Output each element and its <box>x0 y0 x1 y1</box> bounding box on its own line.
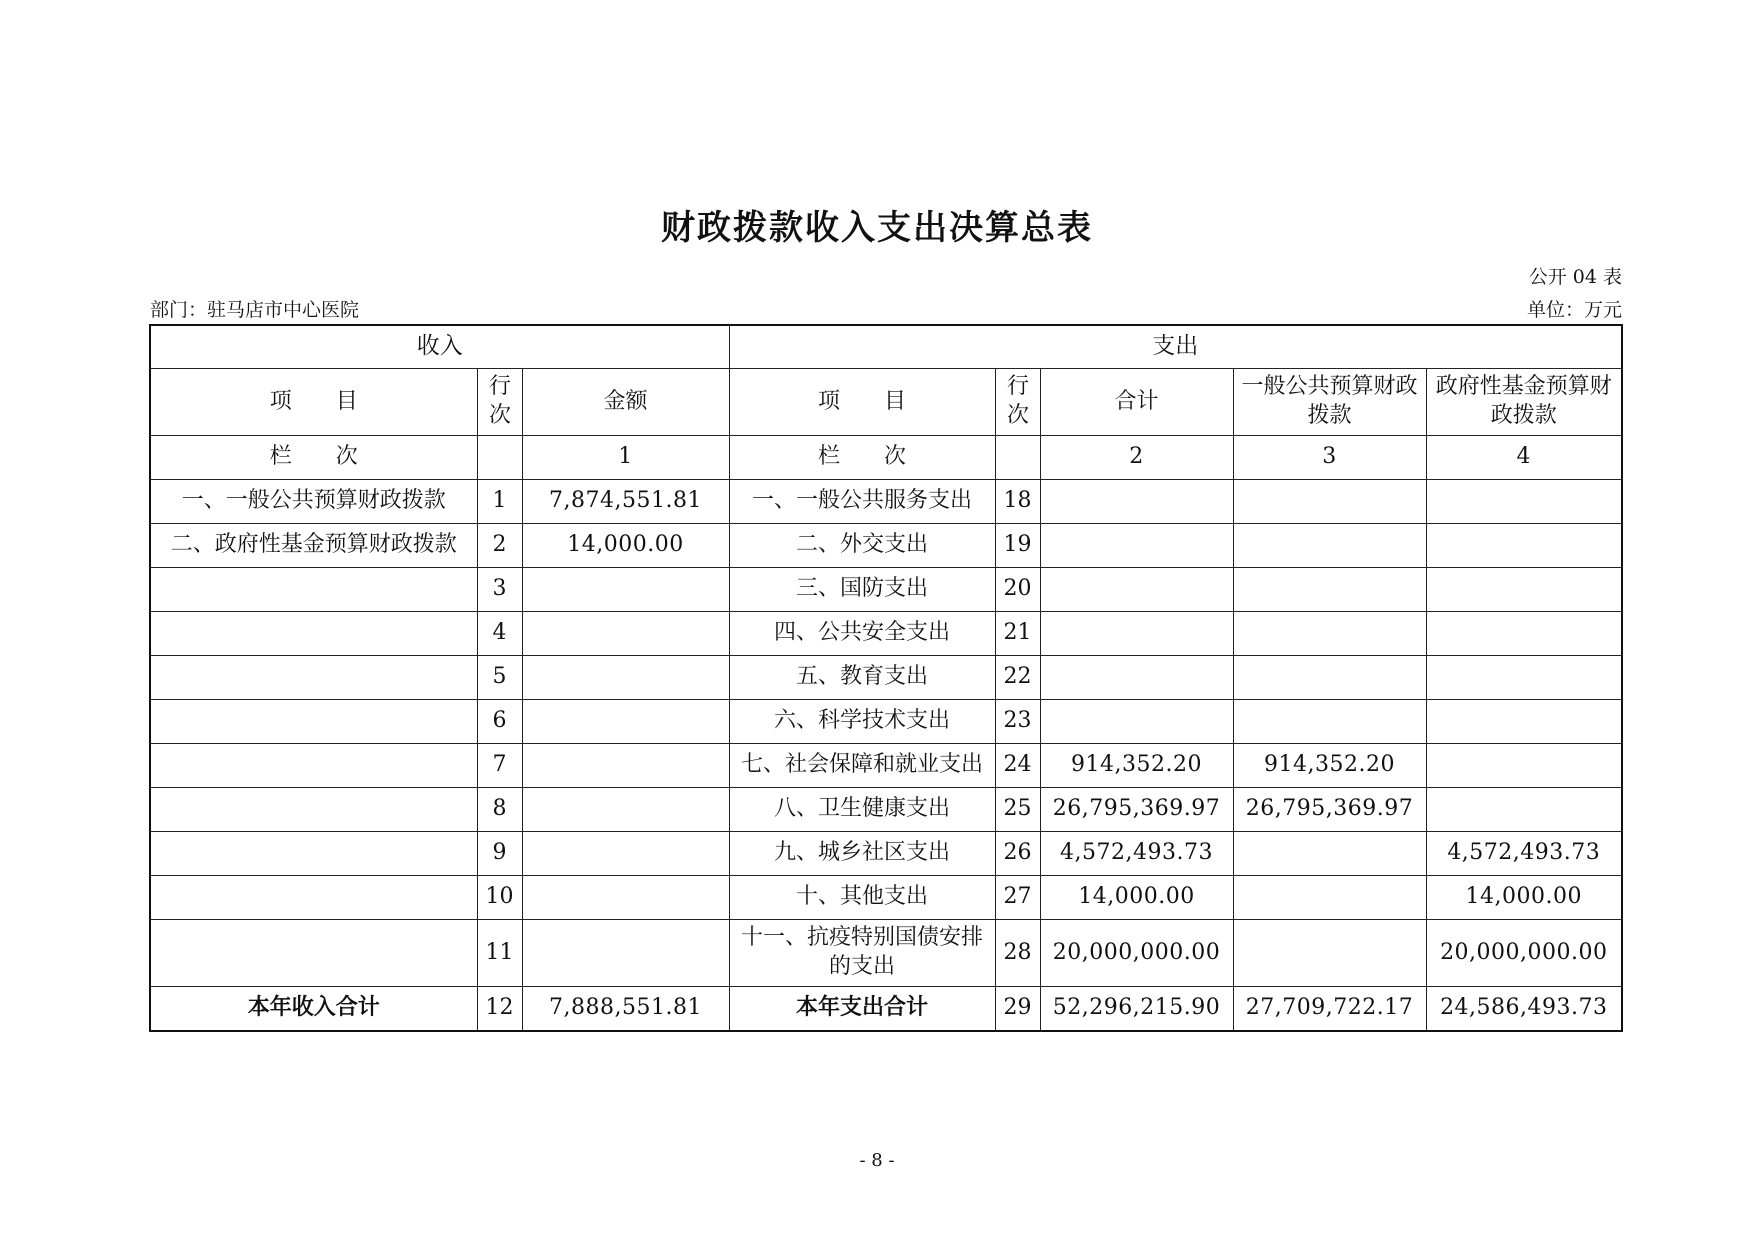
expense-row-no: 19 <box>995 524 1040 568</box>
expense-general-budget <box>1233 656 1426 700</box>
income-item <box>150 876 477 920</box>
income-item: 一、一般公共预算财政拨款 <box>150 480 477 524</box>
form-number: 公开 04 表 <box>1528 266 1622 288</box>
income-item <box>150 832 477 876</box>
income-amount: 14,000.00 <box>522 524 729 568</box>
expense-total: 20,000,000.00 <box>1040 920 1233 987</box>
expense-row-no: 18 <box>995 480 1040 524</box>
expense-gov-fund <box>1426 480 1622 524</box>
income-header: 收入 <box>150 325 729 369</box>
expense-item: 八、卫生健康支出 <box>729 788 995 832</box>
income-row-no: 11 <box>477 920 522 987</box>
expense-gov-fund <box>1426 568 1622 612</box>
expense-total-row-no: 29 <box>995 987 1040 1032</box>
income-item <box>150 656 477 700</box>
expense-item: 六、科学技术支出 <box>729 700 995 744</box>
col-number-2: 2 <box>1040 436 1233 480</box>
expense-item: 九、城乡社区支出 <box>729 832 995 876</box>
totals-row <box>150 987 1622 1032</box>
expense-general-total: 27,709,722.17 <box>1233 987 1426 1032</box>
expense-total <box>1040 700 1233 744</box>
income-amount <box>522 700 729 744</box>
expense-gov-fund <box>1426 744 1622 788</box>
income-item-header: 项 目 <box>150 369 477 436</box>
expense-row-no: 22 <box>995 656 1040 700</box>
unit-label: 单位：万元 <box>1526 299 1622 321</box>
expense-gov-fund <box>1426 612 1622 656</box>
table-row <box>150 612 1622 656</box>
income-amount <box>522 876 729 920</box>
expense-total: 914,352.20 <box>1040 744 1233 788</box>
income-row-no: 8 <box>477 788 522 832</box>
income-item <box>150 568 477 612</box>
expense-grand-total: 52,296,215.90 <box>1040 987 1233 1032</box>
expense-item: 四、公共安全支出 <box>729 612 995 656</box>
expense-general-budget <box>1233 700 1426 744</box>
expense-total: 14,000.00 <box>1040 876 1233 920</box>
income-row-no: 3 <box>477 568 522 612</box>
expense-total: 4,572,493.73 <box>1040 832 1233 876</box>
table-row <box>150 788 1622 832</box>
expense-general-budget <box>1233 480 1426 524</box>
expense-item: 十一、抗疫特别国债安排的支出 <box>729 920 995 987</box>
income-item <box>150 744 477 788</box>
table-row <box>150 480 1622 524</box>
expense-row-no: 26 <box>995 832 1040 876</box>
income-total-row-no: 12 <box>477 987 522 1032</box>
expense-general-budget <box>1233 876 1426 920</box>
expense-row-no: 28 <box>995 920 1040 987</box>
expense-total <box>1040 480 1233 524</box>
expense-row-no: 21 <box>995 612 1040 656</box>
expense-gov-fund <box>1426 524 1622 568</box>
expense-total: 26,795,369.97 <box>1040 788 1233 832</box>
income-item <box>150 788 477 832</box>
income-amount <box>522 656 729 700</box>
department-label: 部门：驻马店市中心医院 <box>150 299 360 321</box>
expense-general-budget: 26,795,369.97 <box>1233 788 1426 832</box>
expense-row-no: 25 <box>995 788 1040 832</box>
expense-item: 七、社会保障和就业支出 <box>729 744 995 788</box>
expense-gov-fund: 20,000,000.00 <box>1426 920 1622 987</box>
income-row-no: 6 <box>477 700 522 744</box>
expense-general-budget <box>1233 568 1426 612</box>
total-header: 合计 <box>1040 369 1233 436</box>
expense-general-budget <box>1233 920 1426 987</box>
income-row-no: 7 <box>477 744 522 788</box>
expense-gov-fund: 14,000.00 <box>1426 876 1622 920</box>
expense-general-budget: 914,352.20 <box>1233 744 1426 788</box>
income-amount <box>522 788 729 832</box>
income-item <box>150 700 477 744</box>
table-row <box>150 920 1622 987</box>
table-row <box>150 744 1622 788</box>
budget-table <box>149 324 1623 1032</box>
income-row-no: 2 <box>477 524 522 568</box>
expense-item: 十、其他支出 <box>729 876 995 920</box>
table-row <box>150 700 1622 744</box>
expense-item-header: 项 目 <box>729 369 995 436</box>
income-amount <box>522 568 729 612</box>
income-total-amount: 7,888,551.81 <box>522 987 729 1032</box>
table-row <box>150 876 1622 920</box>
table-row <box>150 832 1622 876</box>
expense-item: 三、国防支出 <box>729 568 995 612</box>
table-row <box>150 656 1622 700</box>
col-number-4: 4 <box>1426 436 1622 480</box>
general-budget-header: 一般公共预算财政拨款 <box>1233 369 1426 436</box>
income-row-no-header: 行次 <box>477 369 522 436</box>
expense-row-no: 24 <box>995 744 1040 788</box>
income-amount: 7,874,551.81 <box>522 480 729 524</box>
expense-total <box>1040 612 1233 656</box>
expense-general-budget <box>1233 612 1426 656</box>
expense-header: 支出 <box>729 325 1622 369</box>
income-amount <box>522 832 729 876</box>
income-row-no: 5 <box>477 656 522 700</box>
income-amount <box>522 744 729 788</box>
expense-column-label: 栏 次 <box>729 436 995 480</box>
income-row-no: 10 <box>477 876 522 920</box>
expense-general-budget <box>1233 524 1426 568</box>
expense-gov-fund <box>1426 700 1622 744</box>
page-title: 财政拨款收入支出决算总表 <box>661 208 1093 248</box>
income-item <box>150 920 477 987</box>
col-number-1: 1 <box>522 436 729 480</box>
expense-fund-total: 24,586,493.73 <box>1426 987 1622 1032</box>
empty-cell <box>995 436 1040 480</box>
income-amount <box>522 612 729 656</box>
expense-general-budget <box>1233 832 1426 876</box>
empty-cell <box>477 436 522 480</box>
col-number-3: 3 <box>1233 436 1426 480</box>
income-row-no: 9 <box>477 832 522 876</box>
income-column-label: 栏 次 <box>150 436 477 480</box>
expense-row-no: 27 <box>995 876 1040 920</box>
expense-row-no: 23 <box>995 700 1040 744</box>
expense-item: 二、外交支出 <box>729 524 995 568</box>
expense-total <box>1040 524 1233 568</box>
expense-gov-fund <box>1426 656 1622 700</box>
income-total-label: 本年收入合计 <box>150 987 477 1032</box>
expense-total <box>1040 568 1233 612</box>
expense-row-no: 20 <box>995 568 1040 612</box>
page-number: - 8 - <box>859 1150 895 1171</box>
table-row <box>150 524 1622 568</box>
expense-gov-fund <box>1426 788 1622 832</box>
expense-item: 五、教育支出 <box>729 656 995 700</box>
expense-item: 一、一般公共服务支出 <box>729 480 995 524</box>
amount-header: 金额 <box>522 369 729 436</box>
income-item: 二、政府性基金预算财政拨款 <box>150 524 477 568</box>
expense-row-no-header: 行次 <box>995 369 1040 436</box>
expense-total <box>1040 656 1233 700</box>
gov-fund-header: 政府性基金预算财政拨款 <box>1426 369 1622 436</box>
table-row <box>150 568 1622 612</box>
income-row-no: 4 <box>477 612 522 656</box>
income-item <box>150 612 477 656</box>
expense-total-label: 本年支出合计 <box>729 987 995 1032</box>
expense-gov-fund: 4,572,493.73 <box>1426 832 1622 876</box>
income-amount <box>522 920 729 987</box>
income-row-no: 1 <box>477 480 522 524</box>
